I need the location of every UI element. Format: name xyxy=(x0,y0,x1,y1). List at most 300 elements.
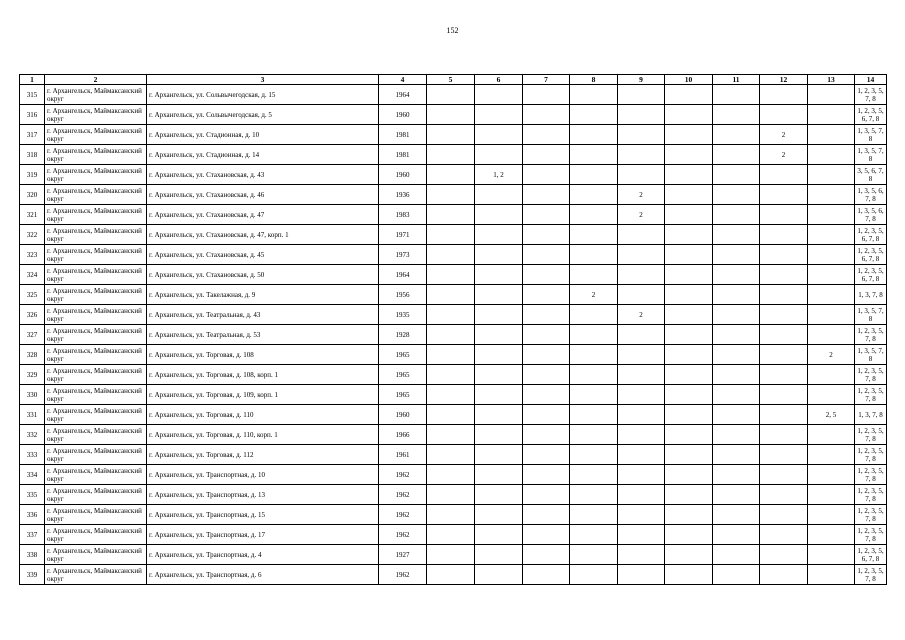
col7-cell xyxy=(523,205,570,225)
col12-cell xyxy=(760,205,808,225)
col14-cell: 1, 3, 7, 8 xyxy=(855,405,887,425)
col14-cell: 1, 2, 3, 5, 7, 8 xyxy=(855,525,887,545)
col11-cell xyxy=(713,265,760,285)
column-header-9: 9 xyxy=(618,75,665,85)
col11-cell xyxy=(713,465,760,485)
address-cell: г. Архангельск, ул. Транспортная, д. 10 xyxy=(147,465,379,485)
col10-cell xyxy=(665,565,713,585)
col13-cell xyxy=(808,385,855,405)
column-header-3: 3 xyxy=(147,75,379,85)
year-cell: 1962 xyxy=(379,565,427,585)
col12-cell: 2 xyxy=(760,145,808,165)
col14-cell: 1, 2, 3, 5, 7, 8 xyxy=(855,85,887,105)
col9-cell xyxy=(618,325,665,345)
col13-cell xyxy=(808,265,855,285)
col12-cell xyxy=(760,565,808,585)
location-cell: г. Архангельск, Маймаксанский округ xyxy=(45,345,147,365)
col5-cell xyxy=(427,105,475,125)
col8-cell xyxy=(570,425,618,445)
col11-cell xyxy=(713,105,760,125)
year-cell: 1960 xyxy=(379,105,427,125)
col9-cell xyxy=(618,245,665,265)
col5-cell xyxy=(427,285,475,305)
col12-cell xyxy=(760,545,808,565)
col9-cell xyxy=(618,85,665,105)
col12-cell xyxy=(760,425,808,445)
location-cell: г. Архангельск, Маймаксанский округ xyxy=(45,505,147,525)
table-row xyxy=(20,165,887,185)
address-cell: г. Архангельск, ул. Транспортная, д. 15 xyxy=(147,505,379,525)
col5-cell xyxy=(427,185,475,205)
col10-cell xyxy=(665,85,713,105)
address-cell: г. Архангельск, ул. Торговая, д. 109, корп. 1 xyxy=(147,385,379,405)
col10-cell xyxy=(665,365,713,385)
row-number: 318 xyxy=(20,145,45,165)
address-cell: г. Архангельск, ул. Стахановская, д. 50 xyxy=(147,265,379,285)
col5-cell xyxy=(427,265,475,285)
col12-cell xyxy=(760,185,808,205)
col7-cell xyxy=(523,545,570,565)
col6-cell: 1, 2 xyxy=(475,165,523,185)
col8-cell xyxy=(570,365,618,385)
column-header-13: 13 xyxy=(808,75,855,85)
location-cell: г. Архангельск, Маймаксанский округ xyxy=(45,485,147,505)
year-cell: 1965 xyxy=(379,365,427,385)
col7-cell xyxy=(523,345,570,365)
table-row xyxy=(20,225,887,245)
year-cell: 1960 xyxy=(379,405,427,425)
col11-cell xyxy=(713,305,760,325)
col10-cell xyxy=(665,145,713,165)
col13-cell xyxy=(808,305,855,325)
col8-cell xyxy=(570,305,618,325)
table-row xyxy=(20,425,887,445)
col7-cell xyxy=(523,465,570,485)
col11-cell xyxy=(713,185,760,205)
row-number: 339 xyxy=(20,565,45,585)
col14-cell: 1, 2, 3, 5, 6, 7, 8 xyxy=(855,265,887,285)
col11-cell xyxy=(713,245,760,265)
location-cell: г. Архангельск, Маймаксанский округ xyxy=(45,165,147,185)
col7-cell xyxy=(523,105,570,125)
col14-cell: 3, 5, 6, 7, 8 xyxy=(855,165,887,185)
col10-cell xyxy=(665,485,713,505)
col12-cell xyxy=(760,285,808,305)
col14-cell: 1, 2, 3, 5, 6, 7, 8 xyxy=(855,105,887,125)
table-row xyxy=(20,445,887,465)
col12-cell xyxy=(760,225,808,245)
col5-cell xyxy=(427,485,475,505)
col8-cell xyxy=(570,565,618,585)
col11-cell xyxy=(713,385,760,405)
col9-cell xyxy=(618,165,665,185)
table-row xyxy=(20,345,887,365)
col9-cell xyxy=(618,285,665,305)
col8-cell xyxy=(570,485,618,505)
table-row xyxy=(20,265,887,285)
year-cell: 1960 xyxy=(379,165,427,185)
row-number: 323 xyxy=(20,245,45,265)
col6-cell xyxy=(475,485,523,505)
column-header-7: 7 xyxy=(523,75,570,85)
col6-cell xyxy=(475,85,523,105)
col6-cell xyxy=(475,425,523,445)
col13-cell xyxy=(808,465,855,485)
col13-cell xyxy=(808,145,855,165)
location-cell: г. Архангельск, Маймаксанский округ xyxy=(45,285,147,305)
row-number: 335 xyxy=(20,485,45,505)
col12-cell xyxy=(760,345,808,365)
col7-cell xyxy=(523,385,570,405)
col13-cell xyxy=(808,225,855,245)
col10-cell xyxy=(665,545,713,565)
col11-cell xyxy=(713,165,760,185)
address-cell: г. Архангельск, ул. Торговая, д. 112 xyxy=(147,445,379,465)
table-row xyxy=(20,545,887,565)
col10-cell xyxy=(665,265,713,285)
address-cell: г. Архангельск, ул. Стахановская, д. 47 xyxy=(147,205,379,225)
row-number: 320 xyxy=(20,185,45,205)
table-row xyxy=(20,85,887,105)
col9-cell xyxy=(618,145,665,165)
table-row xyxy=(20,405,887,425)
column-header-5: 5 xyxy=(427,75,475,85)
col12-cell xyxy=(760,445,808,465)
col13-cell xyxy=(808,545,855,565)
col11-cell xyxy=(713,145,760,165)
row-number: 316 xyxy=(20,105,45,125)
col5-cell xyxy=(427,165,475,185)
col7-cell xyxy=(523,485,570,505)
col10-cell xyxy=(665,225,713,245)
col10-cell xyxy=(665,445,713,465)
year-cell: 1964 xyxy=(379,265,427,285)
address-cell: г. Архангельск, ул. Торговая, д. 110 xyxy=(147,405,379,425)
col10-cell xyxy=(665,105,713,125)
col10-cell xyxy=(665,245,713,265)
address-cell: г. Архангельск, ул. Транспортная, д. 6 xyxy=(147,565,379,585)
col9-cell xyxy=(618,405,665,425)
col9-cell xyxy=(618,365,665,385)
col8-cell xyxy=(570,545,618,565)
col6-cell xyxy=(475,305,523,325)
year-cell: 1964 xyxy=(379,85,427,105)
col12-cell xyxy=(760,265,808,285)
col8-cell xyxy=(570,205,618,225)
col9-cell xyxy=(618,125,665,145)
year-cell: 1962 xyxy=(379,485,427,505)
col13-cell xyxy=(808,165,855,185)
col14-cell: 1, 2, 3, 5, 7, 8 xyxy=(855,505,887,525)
col13-cell xyxy=(808,505,855,525)
row-number: 322 xyxy=(20,225,45,245)
col6-cell xyxy=(475,205,523,225)
table-row xyxy=(20,565,887,585)
col12-cell xyxy=(760,465,808,485)
col7-cell xyxy=(523,125,570,145)
col9-cell xyxy=(618,505,665,525)
col10-cell xyxy=(665,325,713,345)
col14-cell: 1, 2, 3, 5, 7, 8 xyxy=(855,325,887,345)
col10-cell xyxy=(665,185,713,205)
col13-cell xyxy=(808,125,855,145)
year-cell: 1936 xyxy=(379,185,427,205)
col8-cell: 2 xyxy=(570,285,618,305)
col5-cell xyxy=(427,465,475,485)
column-header-12: 12 xyxy=(760,75,808,85)
location-cell: г. Архангельск, Маймаксанский округ xyxy=(45,565,147,585)
col7-cell xyxy=(523,285,570,305)
year-cell: 1965 xyxy=(379,345,427,365)
row-number: 324 xyxy=(20,265,45,285)
col6-cell xyxy=(475,445,523,465)
col8-cell xyxy=(570,85,618,105)
row-number: 338 xyxy=(20,545,45,565)
col7-cell xyxy=(523,305,570,325)
col12-cell xyxy=(760,485,808,505)
col14-cell: 1, 3, 5, 7, 8 xyxy=(855,345,887,365)
year-cell: 1973 xyxy=(379,245,427,265)
col7-cell xyxy=(523,505,570,525)
col11-cell xyxy=(713,345,760,365)
address-cell: г. Архангельск, ул. Стахановская, д. 47, корп. 1 xyxy=(147,225,379,245)
col11-cell xyxy=(713,285,760,305)
table-row xyxy=(20,505,887,525)
col7-cell xyxy=(523,425,570,445)
col7-cell xyxy=(523,245,570,265)
col12-cell xyxy=(760,245,808,265)
col8-cell xyxy=(570,125,618,145)
location-cell: г. Архангельск, Маймаксанский округ xyxy=(45,185,147,205)
col10-cell xyxy=(665,465,713,485)
col8-cell xyxy=(570,525,618,545)
col6-cell xyxy=(475,405,523,425)
row-number: 315 xyxy=(20,85,45,105)
table-row xyxy=(20,385,887,405)
row-number: 329 xyxy=(20,365,45,385)
location-cell: г. Архангельск, Маймаксанский округ xyxy=(45,105,147,125)
year-cell: 1961 xyxy=(379,445,427,465)
col11-cell xyxy=(713,485,760,505)
col6-cell xyxy=(475,185,523,205)
address-cell: г. Архангельск, ул. Театральная, д. 53 xyxy=(147,325,379,345)
location-cell: г. Архангельск, Маймаксанский округ xyxy=(45,325,147,345)
col5-cell xyxy=(427,225,475,245)
col6-cell xyxy=(475,465,523,485)
col13-cell xyxy=(808,485,855,505)
col6-cell xyxy=(475,145,523,165)
address-cell: г. Архангельск, ул. Сольвычегодская, д. 5 xyxy=(147,105,379,125)
col13-cell xyxy=(808,245,855,265)
column-header-10: 10 xyxy=(665,75,713,85)
col5-cell xyxy=(427,145,475,165)
location-cell: г. Архангельск, Маймаксанский округ xyxy=(45,465,147,485)
col5-cell xyxy=(427,345,475,365)
col14-cell: 1, 3, 5, 7, 8 xyxy=(855,145,887,165)
col13-cell xyxy=(808,445,855,465)
col6-cell xyxy=(475,385,523,405)
col12-cell xyxy=(760,105,808,125)
col5-cell xyxy=(427,85,475,105)
col11-cell xyxy=(713,325,760,345)
address-cell: г. Архангельск, ул. Стадионная, д. 10 xyxy=(147,125,379,145)
col12-cell xyxy=(760,505,808,525)
col9-cell xyxy=(618,525,665,545)
col10-cell xyxy=(665,425,713,445)
col14-cell: 1, 2, 3, 5, 6, 7, 8 xyxy=(855,225,887,245)
address-cell: г. Архангельск, ул. Стахановская, д. 46 xyxy=(147,185,379,205)
column-header-4: 4 xyxy=(379,75,427,85)
col7-cell xyxy=(523,565,570,585)
column-header-8: 8 xyxy=(570,75,618,85)
table-row xyxy=(20,485,887,505)
row-number: 321 xyxy=(20,205,45,225)
col11-cell xyxy=(713,525,760,545)
col14-cell: 1, 2, 3, 5, 7, 8 xyxy=(855,425,887,445)
row-number: 327 xyxy=(20,325,45,345)
col8-cell xyxy=(570,105,618,125)
col13-cell xyxy=(808,525,855,545)
location-cell: г. Архангельск, Маймаксанский округ xyxy=(45,305,147,325)
col12-cell xyxy=(760,305,808,325)
year-cell: 1971 xyxy=(379,225,427,245)
col5-cell xyxy=(427,525,475,545)
row-number: 336 xyxy=(20,505,45,525)
row-number: 333 xyxy=(20,445,45,465)
row-number: 326 xyxy=(20,305,45,325)
col7-cell xyxy=(523,325,570,345)
col10-cell xyxy=(665,285,713,305)
col14-cell: 1, 3, 5, 7, 8 xyxy=(855,305,887,325)
table-row xyxy=(20,305,887,325)
col8-cell xyxy=(570,185,618,205)
location-cell: г. Архангельск, Маймаксанский округ xyxy=(45,225,147,245)
address-cell: г. Архангельск, ул. Стахановская, д. 45 xyxy=(147,245,379,265)
row-number: 317 xyxy=(20,125,45,145)
col9-cell xyxy=(618,565,665,585)
address-cell: г. Архангельск, ул. Торговая, д. 108, корп. 1 xyxy=(147,365,379,385)
table-row xyxy=(20,105,887,125)
col9-cell xyxy=(618,445,665,465)
col13-cell: 2 xyxy=(808,345,855,365)
col9-cell xyxy=(618,425,665,445)
col5-cell xyxy=(427,245,475,265)
row-number: 332 xyxy=(20,425,45,445)
col8-cell xyxy=(570,345,618,365)
col13-cell xyxy=(808,285,855,305)
col7-cell xyxy=(523,525,570,545)
col14-cell: 1, 2, 3, 5, 6, 7, 8 xyxy=(855,545,887,565)
address-cell: г. Архангельск, ул. Транспортная, д. 13 xyxy=(147,485,379,505)
col11-cell xyxy=(713,565,760,585)
col7-cell xyxy=(523,405,570,425)
col11-cell xyxy=(713,445,760,465)
col6-cell xyxy=(475,125,523,145)
address-cell: г. Архангельск, ул. Транспортная, д. 17 xyxy=(147,525,379,545)
col12-cell xyxy=(760,85,808,105)
col5-cell xyxy=(427,565,475,585)
col11-cell xyxy=(713,125,760,145)
year-cell: 1966 xyxy=(379,425,427,445)
row-number: 337 xyxy=(20,525,45,545)
row-number: 330 xyxy=(20,385,45,405)
col13-cell xyxy=(808,425,855,445)
col5-cell xyxy=(427,545,475,565)
col14-cell: 1, 2, 3, 5, 6, 7, 8 xyxy=(855,245,887,265)
col5-cell xyxy=(427,425,475,445)
col12-cell xyxy=(760,365,808,385)
table-row xyxy=(20,125,887,145)
location-cell: г. Архангельск, Маймаксанский округ xyxy=(45,85,147,105)
col5-cell xyxy=(427,325,475,345)
location-cell: г. Архангельск, Маймаксанский округ xyxy=(45,545,147,565)
col8-cell xyxy=(570,405,618,425)
col9-cell xyxy=(618,545,665,565)
col5-cell xyxy=(427,365,475,385)
col11-cell xyxy=(713,85,760,105)
col6-cell xyxy=(475,525,523,545)
col9-cell xyxy=(618,345,665,365)
col9-cell: 2 xyxy=(618,185,665,205)
address-cell: г. Архангельск, ул. Стадионная, д. 14 xyxy=(147,145,379,165)
table-row xyxy=(20,465,887,485)
row-number: 325 xyxy=(20,285,45,305)
col14-cell: 1, 2, 3, 5, 7, 8 xyxy=(855,365,887,385)
col9-cell xyxy=(618,265,665,285)
table-row xyxy=(20,525,887,545)
col14-cell: 1, 2, 3, 5, 7, 8 xyxy=(855,385,887,405)
location-cell: г. Архангельск, Маймаксанский округ xyxy=(45,445,147,465)
col14-cell: 1, 3, 7, 8 xyxy=(855,285,887,305)
col14-cell: 1, 2, 3, 5, 7, 8 xyxy=(855,445,887,465)
address-cell: г. Архангельск, ул. Транспортная, д. 4 xyxy=(147,545,379,565)
col6-cell xyxy=(475,285,523,305)
col8-cell xyxy=(570,265,618,285)
col10-cell xyxy=(665,305,713,325)
year-cell: 1962 xyxy=(379,505,427,525)
col5-cell xyxy=(427,405,475,425)
col11-cell xyxy=(713,365,760,385)
row-number: 319 xyxy=(20,165,45,185)
col8-cell xyxy=(570,445,618,465)
col9-cell: 2 xyxy=(618,305,665,325)
address-cell: г. Архангельск, ул. Торговая, д. 110, корп. 1 xyxy=(147,425,379,445)
col13-cell xyxy=(808,205,855,225)
col8-cell xyxy=(570,325,618,345)
location-cell: г. Архангельск, Маймаксанский округ xyxy=(45,365,147,385)
col11-cell xyxy=(713,405,760,425)
col9-cell xyxy=(618,485,665,505)
col5-cell xyxy=(427,205,475,225)
col7-cell xyxy=(523,165,570,185)
page-number: 152 xyxy=(446,26,459,35)
address-cell: г. Архангельск, ул. Такелажная, д. 9 xyxy=(147,285,379,305)
year-cell: 1927 xyxy=(379,545,427,565)
col10-cell xyxy=(665,525,713,545)
table-row xyxy=(20,325,887,345)
col6-cell xyxy=(475,505,523,525)
col7-cell xyxy=(523,185,570,205)
col11-cell xyxy=(713,225,760,245)
col9-cell xyxy=(618,105,665,125)
col6-cell xyxy=(475,345,523,365)
address-cell: г. Архангельск, ул. Сольвычегодская, д. 15 xyxy=(147,85,379,105)
col7-cell xyxy=(523,85,570,105)
row-number: 328 xyxy=(20,345,45,365)
col13-cell xyxy=(808,325,855,345)
col14-cell: 1, 2, 3, 5, 7, 8 xyxy=(855,485,887,505)
col13-cell xyxy=(808,185,855,205)
